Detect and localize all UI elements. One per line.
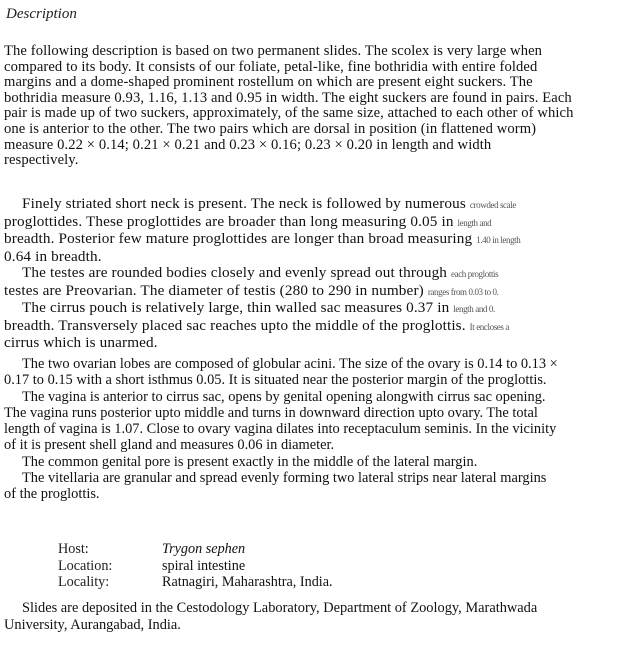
text-main: proglottides. These proglottides are broader than long measuring 0.05 in bbox=[4, 212, 454, 230]
text-main: The testes are rounded bodies closely and evenly spread out through bbox=[22, 264, 448, 281]
locality-label: Locality: bbox=[58, 574, 110, 590]
text-line bbox=[4, 196, 614, 214]
text-line: The vagina is anterior to cirrus sac, opens by genital opening alongwith cirrus sac opening. bbox=[22, 388, 546, 405]
text-line: Slides are deposited in the Cestodology Laboratory, Department of Zoology, Marathwada bbox=[22, 600, 538, 616]
text-line: The vitellaria are granular and spread evenly forming two lateral strips near lateral margins bbox=[22, 470, 547, 487]
text-line: bothridia measure 0.93, 1.16, 1.13 and 0.95 in width. The eight suckers are found in pairs. Each bbox=[4, 89, 572, 106]
text-line: respectively. bbox=[4, 152, 79, 169]
text-faded: length and 0. bbox=[453, 304, 495, 314]
text-line: 0.17 to 0.15 with a short isthmus 0.05. It is situated near the posterior margin of the proglottis. bbox=[4, 372, 547, 389]
text-faded: It encloses a bbox=[469, 321, 509, 332]
text-line bbox=[4, 231, 614, 249]
location-value: spiral intestine bbox=[162, 557, 246, 574]
text-main: breadth. Transversely placed sac reaches upto the middle of the proglottis. bbox=[4, 316, 466, 334]
text-faded: 1.40 in length bbox=[476, 235, 521, 245]
text-line bbox=[4, 318, 614, 336]
location-label: Location: bbox=[58, 557, 113, 574]
text-line: compared to its body. It consists of our foliate, petal-like, fine bothridia with entire folded bbox=[4, 58, 538, 75]
paragraph-ovary-vagina bbox=[4, 356, 614, 503]
text-line: cirrus which is unarmed. bbox=[4, 334, 158, 351]
paragraph-scolex bbox=[4, 44, 614, 169]
text-line bbox=[4, 214, 614, 232]
host-label: Host: bbox=[58, 541, 89, 557]
text-faded: ranges from 0.03 to 0. bbox=[427, 286, 499, 297]
text-line bbox=[4, 300, 614, 318]
text-main: The cirrus pouch is relatively large, thin walled sac measures 0.37 in bbox=[22, 299, 450, 316]
locality-value: Ratnagiri, Maharashtra, India. bbox=[162, 574, 333, 590]
text-faded: each proglottis bbox=[451, 269, 499, 279]
paragraph-neck-testes-cirrus bbox=[4, 196, 614, 352]
section-heading: Description bbox=[6, 6, 77, 22]
text-line: The following description is based on two permanent slides. The scolex is very large when bbox=[4, 43, 543, 59]
text-main: testes are Preovarian. The diameter of testis (280 to 290 in number) bbox=[4, 281, 424, 299]
text-line: The two ovarian lobes are composed of globular acini. The size of the ovary is 0.14 to 0.13 × bbox=[22, 356, 558, 372]
text-line: The vagina runs posterior upto middle and turns in downward direction upto ovary. The total bbox=[4, 404, 538, 421]
text-line: University, Aurangabad, India. bbox=[4, 617, 181, 633]
specimen-info bbox=[58, 541, 333, 591]
text-main: Finely striated short neck is present. The neck is followed by numerous bbox=[22, 195, 466, 212]
text-line: 0.64 in breadth. bbox=[4, 247, 102, 265]
host-value: Trygon sephen bbox=[162, 541, 246, 557]
text-line: measure 0.22 × 0.14; 0.21 × 0.21 and 0.23 × 0.16; 0.23 × 0.20 in length and width bbox=[4, 136, 492, 153]
text-line bbox=[4, 265, 614, 283]
deposit-note bbox=[4, 600, 537, 634]
text-main: breadth. Posterior few mature proglottides are longer than broad measuring bbox=[4, 230, 473, 247]
host-row bbox=[58, 541, 333, 558]
text-line: of it is present shell gland and measures 0.06 in diameter. bbox=[4, 437, 335, 454]
text-faded: length and bbox=[457, 217, 492, 228]
text-line: of the proglottis. bbox=[4, 486, 100, 503]
text-line: margins and a dome-shaped prominent rostellum on which are present eight suckers. The bbox=[4, 74, 533, 91]
text-faded: crowded scale bbox=[469, 200, 516, 210]
text-line: The common genital pore is present exactly in the middle of the lateral margin. bbox=[22, 453, 478, 470]
locality-row bbox=[58, 574, 333, 591]
text-line bbox=[4, 283, 614, 301]
location-row bbox=[58, 558, 333, 575]
text-line: one is anterior to the other. The two pairs which are dorsal in position (in flattened worm) bbox=[4, 120, 537, 137]
text-line: length of vagina is 1.07. Close to ovary vagina dilates into receptaculum seminis. In the vicinity bbox=[4, 421, 557, 438]
text-line: pair is made up of two suckers, approximately, of the same size, attached to each other of which bbox=[4, 105, 574, 122]
